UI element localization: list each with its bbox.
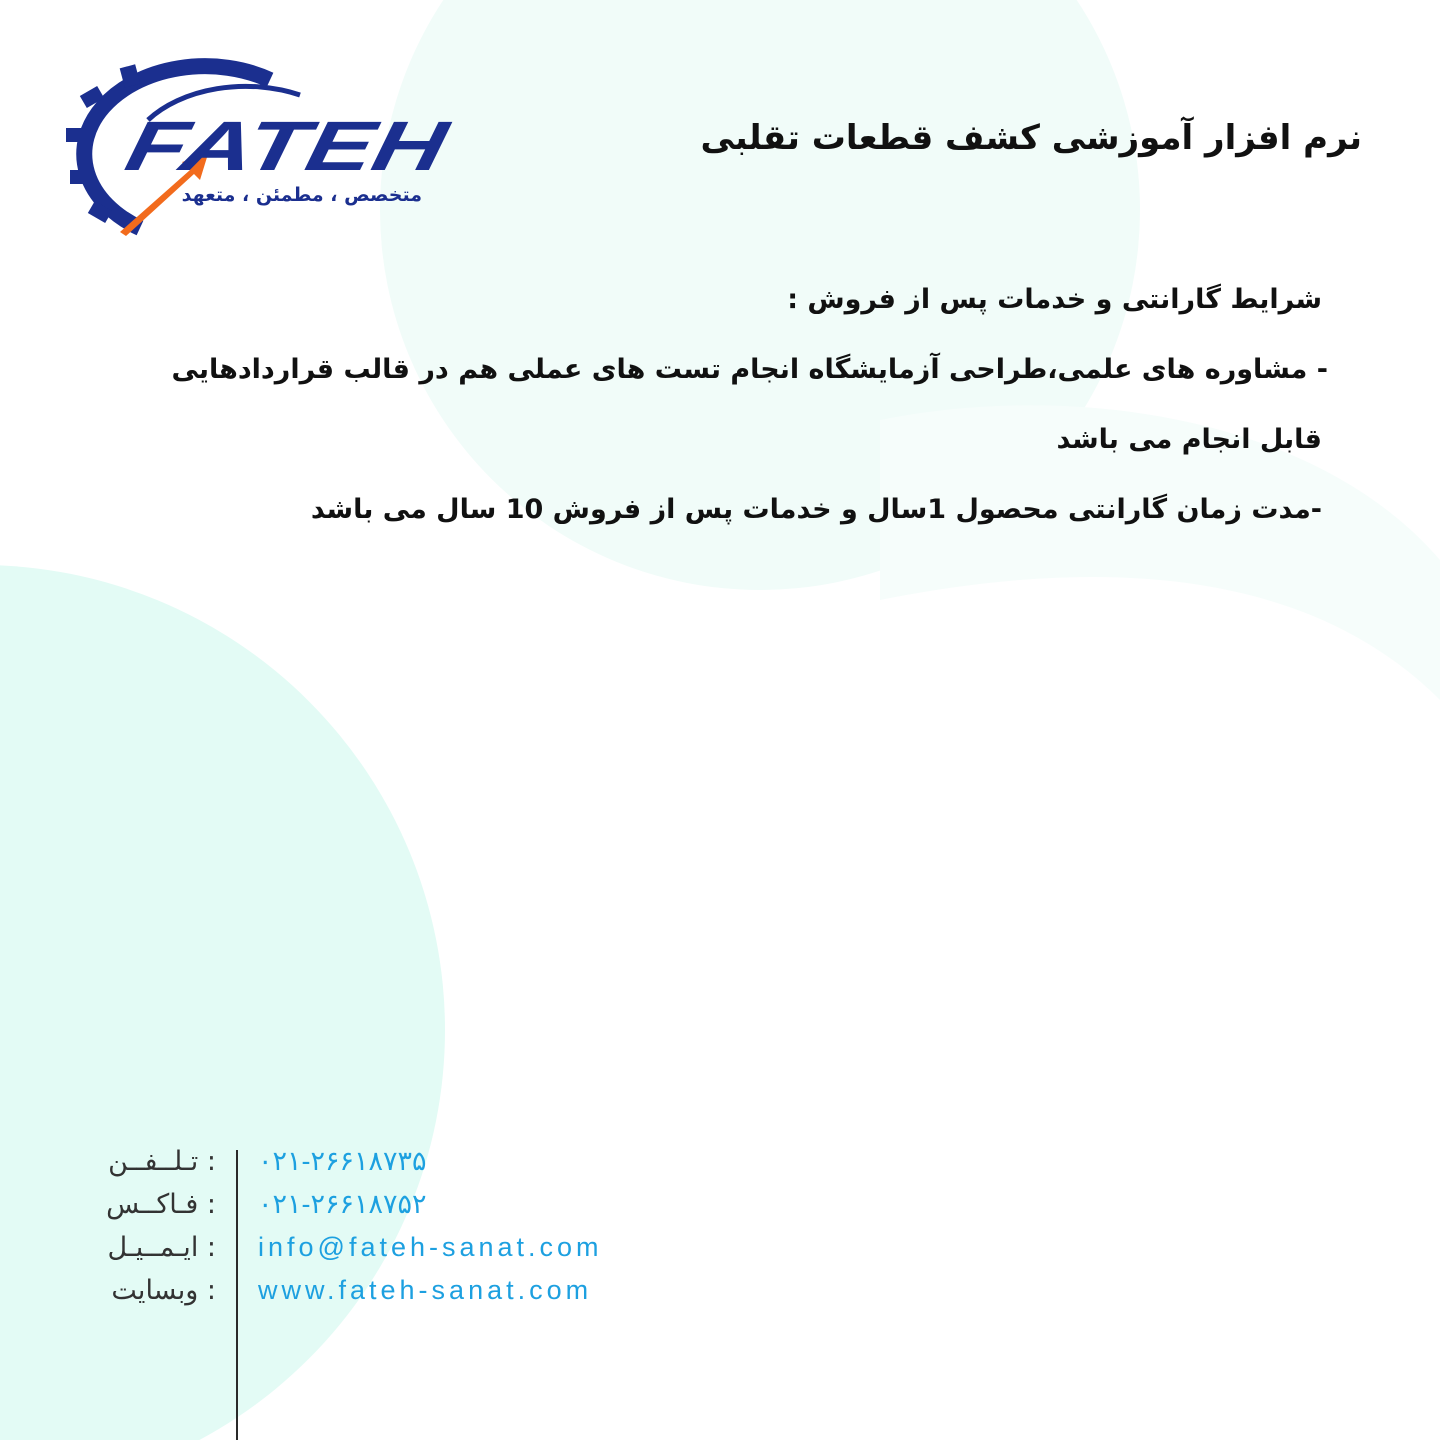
contact-divider xyxy=(236,1150,238,1440)
logo-wordmark: FATEH xyxy=(119,106,361,185)
body-line: - مشاوره های علمی،طراحی آزمایشگاه انجام تست های عملی هم در قالب قراردادهایی xyxy=(171,354,1328,385)
contact-values xyxy=(258,1140,603,1312)
gear-logo-icon xyxy=(60,50,460,240)
fateh-logo xyxy=(60,50,460,240)
fax-value[interactable]: ۰۲۱-۲۶۶۱۸۷۵۲ xyxy=(258,1189,427,1219)
email-link[interactable]: info@fateh-sanat.com xyxy=(258,1232,603,1262)
contact-labels xyxy=(80,1140,216,1312)
website-label: : وبسایت xyxy=(111,1275,216,1306)
body-line: -مدت زمان گارانتی محصول 1سال و خدمات پس از فروش 10 سال می باشد xyxy=(310,494,1322,525)
warranty-heading: شرایط گارانتی و خدمات پس از فروش : xyxy=(787,284,1322,315)
phone-value[interactable]: ۰۲۱-۲۶۶۱۸۷۳۵ xyxy=(258,1146,427,1176)
website-link[interactable]: www.fateh-sanat.com xyxy=(258,1275,593,1305)
body-line: قابل انجام می باشد xyxy=(1056,424,1322,455)
page-title: نرم افزار آموزشی کشف قطعات تقلبی xyxy=(700,118,1362,158)
document-body xyxy=(162,272,1328,552)
logo-tagline: متخصص ، مطمئن ، متعهد xyxy=(181,184,422,206)
email-label: : ایـمــیـل xyxy=(107,1232,216,1263)
fax-label: : فـاکــس xyxy=(106,1189,216,1220)
phone-label: : تـلــفــن xyxy=(108,1146,216,1177)
